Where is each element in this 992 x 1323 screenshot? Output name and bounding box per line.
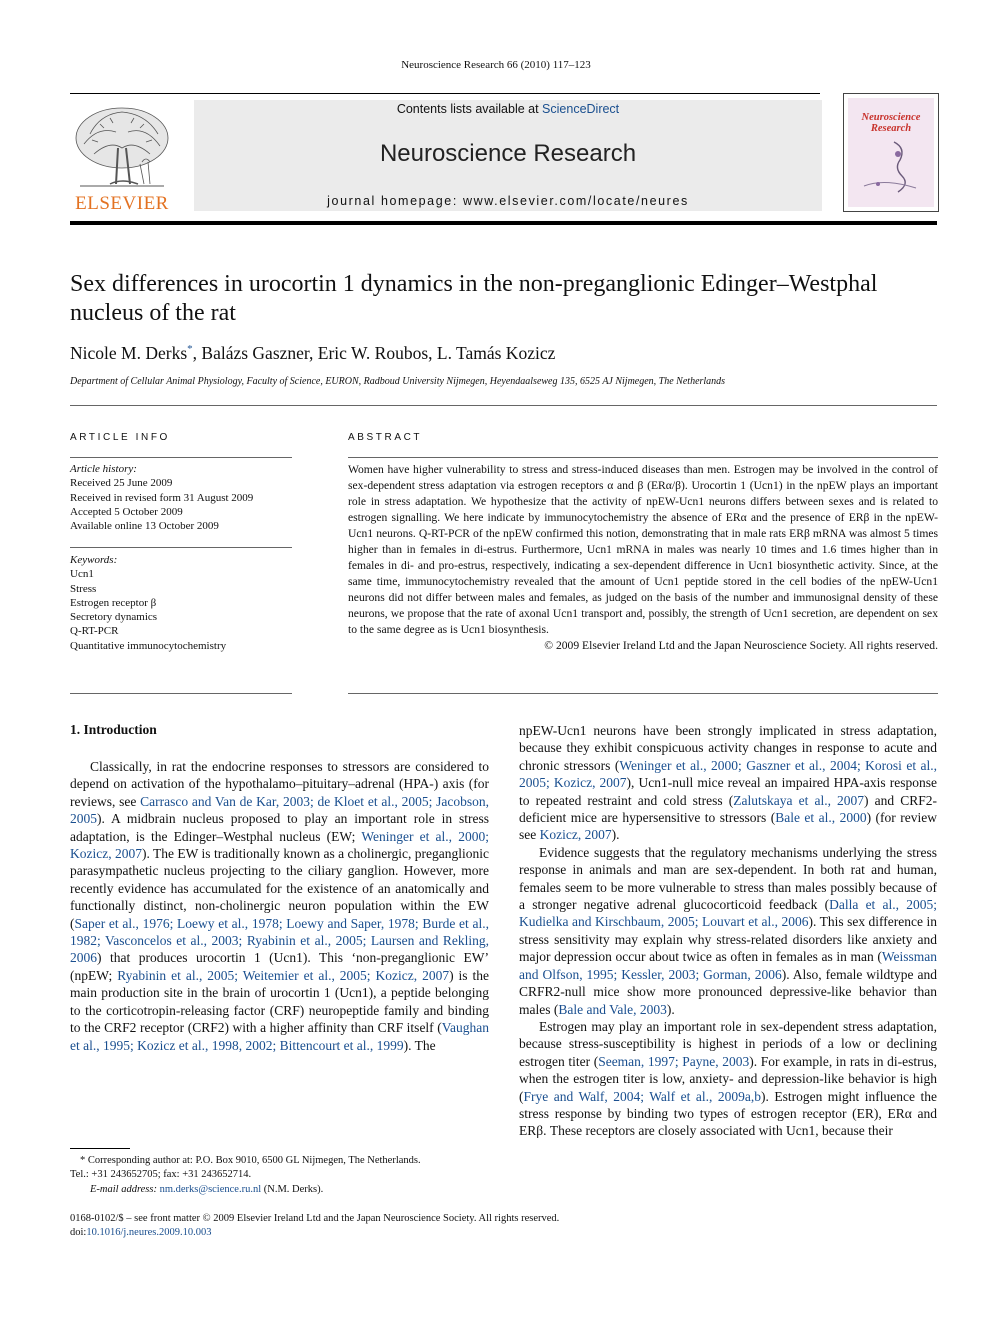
body-text: ). xyxy=(666,1001,675,1017)
abstract-body xyxy=(348,462,938,654)
body-column-left xyxy=(70,758,489,1054)
reference-link[interactable]: Seeman, 1997; Payne, 2003 xyxy=(598,1053,750,1069)
abstract-heading: ABSTRACT xyxy=(348,432,423,443)
section-heading-introduction: 1. Introduction xyxy=(70,722,157,737)
body-text: ). Also, female wildtype and CRFR2-null mice show more pronounced depressive-like behavior than males ( xyxy=(519,966,937,1017)
email-link[interactable]: nm.derks@science.ru.nl xyxy=(159,1183,262,1195)
footnote-rule xyxy=(70,1148,130,1149)
reference-link[interactable]: Bale et al., 2000 xyxy=(775,810,867,826)
info-rule-2 xyxy=(70,547,292,548)
body-text: ). Estrogen might influence the stress response by binding two types of estrogen receptor (ER), ERα and ERβ. These receptors are closely associated with Ucn1, because their xyxy=(519,1088,938,1139)
abstract-copyright: © 2009 Elsevier Ireland Ltd and the Japan Neuroscience Society. All rights reserved. xyxy=(544,639,938,652)
homepage-prefix: journal homepage: xyxy=(327,194,463,208)
history-item: Received 25 June 2009 xyxy=(70,477,173,490)
article-info-heading: ARTICLE INFO xyxy=(70,432,170,443)
keyword-item: Quantitative immunocytochemistry xyxy=(70,639,227,652)
reference-link[interactable]: Weninger et al., 2000; Gaszner et al., 2004; Korosi et al., 2005; Kozicz, 2007 xyxy=(519,757,937,791)
cover-illustration xyxy=(854,138,928,198)
front-matter xyxy=(70,1212,559,1241)
footnote-mark: * xyxy=(80,1155,86,1166)
reference-link[interactable]: Kozicz, 2007 xyxy=(539,827,612,843)
other-authors: , Balázs Gaszner, Eric W. Roubos, L. Tamás Kozicz xyxy=(192,343,556,363)
history-label: Article history: xyxy=(70,463,137,475)
header-top-rule xyxy=(70,93,820,94)
reference-link[interactable]: Saper et al., 1976; Loewy et al., 1978; Loewy and Saper, 1978; Burde et al., 1982; Vasconcelos et al., 2003; Ryabinin et al., 2005; Laursen and Rekling, 2006 xyxy=(70,915,489,966)
info-rule-1 xyxy=(70,457,292,458)
reference-link[interactable]: Ryabinin et al., 2005; Weitemier et al., 2005; Kozicz, 2007 xyxy=(117,967,450,983)
body-paragraph xyxy=(519,1018,937,1140)
reference-link[interactable]: Zalutskaya et al., 2007 xyxy=(733,792,865,808)
reference-link[interactable]: Carrasco and Van de Kar, 2003; de Kloet et al., 2005; Jacobson, 2005 xyxy=(70,793,489,827)
body-text: ). For example, in rats in di-estrus, when the estrogen titer is low, anxiety- and depression-like behavior is high ( xyxy=(519,1053,937,1104)
reference-link[interactable]: Dalla et al., 2005; Kudielka and Kirschbaum, 2005; Louvart et al., 2006 xyxy=(519,897,937,930)
contents-prefix: Contents lists available at xyxy=(396,102,543,116)
elsevier-tree-logo xyxy=(70,104,174,192)
header-thick-rule xyxy=(70,221,937,225)
abstract-text: Women have higher vulnerability to stress and stress-induced diseases than men. Estrogen may be involved in the control of sex-dependent stress adaptation via estrogen receptors α and β (ERα/β). Urocortin 1 (Ucn1) in the npEW plays an important role in stress adaptation. We hypothesize that the activity of npEW-Ucn1 neurons differs between sexes and is related to estrogen signalling. We here indicate by immunocytochemistry the absence of ERα and the presence of ERβ in the npEW-Ucn1 neurons. Q-RT-PCR of the npEW confirmed this notion, demonstrating that in male rats ERβ mRNA was almost 5 times higher than in females in di-estrus. Furthermore, Ucn1 mRNA in males was nearly 10 times and 1.6 times higher than in females in di- and pro-estrus, respectively, indicating a sex-dependent difference in Ucn1 biosynthetic activity. Since, at the same time, immunocytochemistry revealed that the amount of Ucn1 peptide stored in the cell bodies of the npEW-Ucn1 neurons did not differ between males and females, as judged on the basis of the number and immunosignal density of these neurons, we propose that the rate of axonal Ucn1 transport and, possibly, the strength of Ucn1 secretion, are dependent on sex to the same degree as is Ucn1 biosynthesis. xyxy=(348,463,938,636)
abstract-rule-bottom xyxy=(348,693,938,694)
body-text: ) and CRF2-deficient mice are hypersensitive to stressors ( xyxy=(519,792,937,826)
reference-link[interactable]: Weissman and Olfson, 1995; Kessler, 2003; Gorman, 2006 xyxy=(519,949,937,982)
title-bottom-rule xyxy=(70,405,937,406)
body-text: ) (for review see xyxy=(519,810,937,843)
body-text: Classically, in rat the endocrine responses to stressors are considered to depend on activation of the hypothalamo–pituitary–adrenal (HPA-) axis (for reviews, see xyxy=(70,759,489,809)
history-item: Available online 13 October 2009 xyxy=(70,520,219,533)
keyword-item: Secretory dynamics xyxy=(70,611,158,624)
body-text: ), Ucn1-null mice reveal an impaired HPA-axis response to repeated restraint and cold stress ( xyxy=(519,775,937,808)
body-text: Evidence suggests that the regulatory mechanisms underlying the stress response in animals and man are sex-dependent. In both rat and human, females seem to be more vulnerable to stress than males possibly because of a stronger negative adrenal glucocorticoid feedback ( xyxy=(519,844,937,913)
body-text: ). This sex difference in stress sensitivity may explain why stress-related disorders like anxiety and major depression occur about twice as often in females as in man ( xyxy=(519,914,937,965)
first-author: Nicole M. Derks xyxy=(70,343,188,363)
reference-link[interactable]: Vaughan et al., 1995; Kozicz et al., 1998, 2002; Bittencourt et al., 1999 xyxy=(70,1020,489,1053)
homepage-url[interactable]: www.elsevier.com/locate/neures xyxy=(462,194,689,208)
publisher-wordmark: ELSEVIER xyxy=(75,193,169,214)
corresponding-author-mark[interactable]: * xyxy=(187,343,193,356)
abstract-rule-top xyxy=(348,457,938,458)
article-history xyxy=(70,462,292,533)
info-rule-3 xyxy=(70,693,292,694)
contents-line xyxy=(194,102,822,116)
affiliation: Department of Cellular Animal Physiology, Faculty of Science, EURON, Radboud University Nijmegen, Heyendaalseweg 135, 6525 AJ Nijmegen, The Netherlands xyxy=(70,376,726,387)
body-text: ). The xyxy=(403,1037,436,1053)
body-column-right xyxy=(519,722,937,1140)
footnote-line-1: Corresponding author at: P.O. Box 9010, 6500 GL Nijmegen, The Netherlands. xyxy=(85,1155,421,1166)
journal-citation: Neuroscience Research 66 (2010) 117–123 xyxy=(401,59,591,71)
article-title: Sex differences in urocortin 1 dynamics in the non-preganglionic Edinger–Westphal nucleus of the rat xyxy=(70,271,878,326)
body-text: ). A midbrain nucleus proposed to play an important role in stress adaptation, is the Edinger–Westphal nucleus (EW; xyxy=(70,811,489,844)
keyword-item: Stress xyxy=(70,582,97,595)
body-text: ). xyxy=(611,827,620,843)
journal-name: Neuroscience Research xyxy=(379,140,637,167)
cover-title: Neuroscience Research xyxy=(861,112,921,134)
reference-link[interactable]: Weninger et al., 2000; Kozicz, 2007 xyxy=(70,828,489,862)
keyword-item: Ucn1 xyxy=(70,568,94,581)
body-text: npEW-Ucn1 neurons have been strongly implicated in stress adaptation, because they exhibit conspicuous activity changes in response to acute and chronic stressors ( xyxy=(519,723,937,773)
author-list xyxy=(70,343,555,364)
body-paragraph xyxy=(519,722,937,844)
footnote xyxy=(70,1154,490,1197)
footnote-line-2: Tel.: +31 243652705; fax: +31 243652714. xyxy=(70,1169,252,1181)
reference-link[interactable]: Frye and Walf, 2004; Walf et al., 2009a,b xyxy=(523,1088,761,1104)
keyword-item: Q-RT-PCR xyxy=(70,625,119,638)
journal-homepage xyxy=(194,194,822,208)
body-text: ) is the main production site in the brain of urocortin 1 (Ucn1), a peptide belonging to the corticotropin-releasing factor (CRF) neuropeptide family and binding to the CRF2 receptor (CRF2) with a higher affinity than CRF itself ( xyxy=(70,967,490,1036)
doi-prefix: doi: xyxy=(70,1227,87,1239)
body-text: ) that produces urocortin 1 (Ucn1). This ‘non-preganglionic EW’ (npEW; xyxy=(70,950,489,983)
email-suffix: (N.M. Derks). xyxy=(261,1183,324,1195)
keyword-item: Estrogen receptor β xyxy=(70,596,157,609)
reference-link[interactable]: Bale and Vale, 2003 xyxy=(558,1001,667,1017)
body-text: Estrogen may play an important role in sex-dependent stress adaptation, because stress-susceptibility is highest in periods of a low or declining estrogen titer ( xyxy=(519,1018,937,1069)
body-paragraph xyxy=(70,758,489,1054)
doi-link[interactable]: 10.1016/j.neures.2009.10.003 xyxy=(86,1227,212,1239)
body-paragraph xyxy=(519,844,937,1018)
email-label: E-mail address: xyxy=(90,1183,160,1195)
journal-cover-thumbnail xyxy=(843,93,939,212)
keywords-label: Keywords: xyxy=(70,554,118,566)
keywords xyxy=(70,553,292,653)
issn-line: 0168-0102/$ – see front matter © 2009 Elsevier Ireland Ltd and the Japan Neuroscience Society. All rights reserved. xyxy=(70,1213,560,1224)
body-text: ). The EW is traditionally known as a cholinergic, preganglionic parasympathetic nucleus projecting to the ciliary ganglion. However, more recently evidence has accumulated for the existence of an anatomically and functionally distinct, non-cholinergic neuron population within the EW ( xyxy=(70,846,489,931)
history-item: Received in revised form 31 August 2009 xyxy=(70,491,254,504)
history-item: Accepted 5 October 2009 xyxy=(70,505,183,518)
sciencedirect-link[interactable]: ScienceDirect xyxy=(542,102,620,116)
